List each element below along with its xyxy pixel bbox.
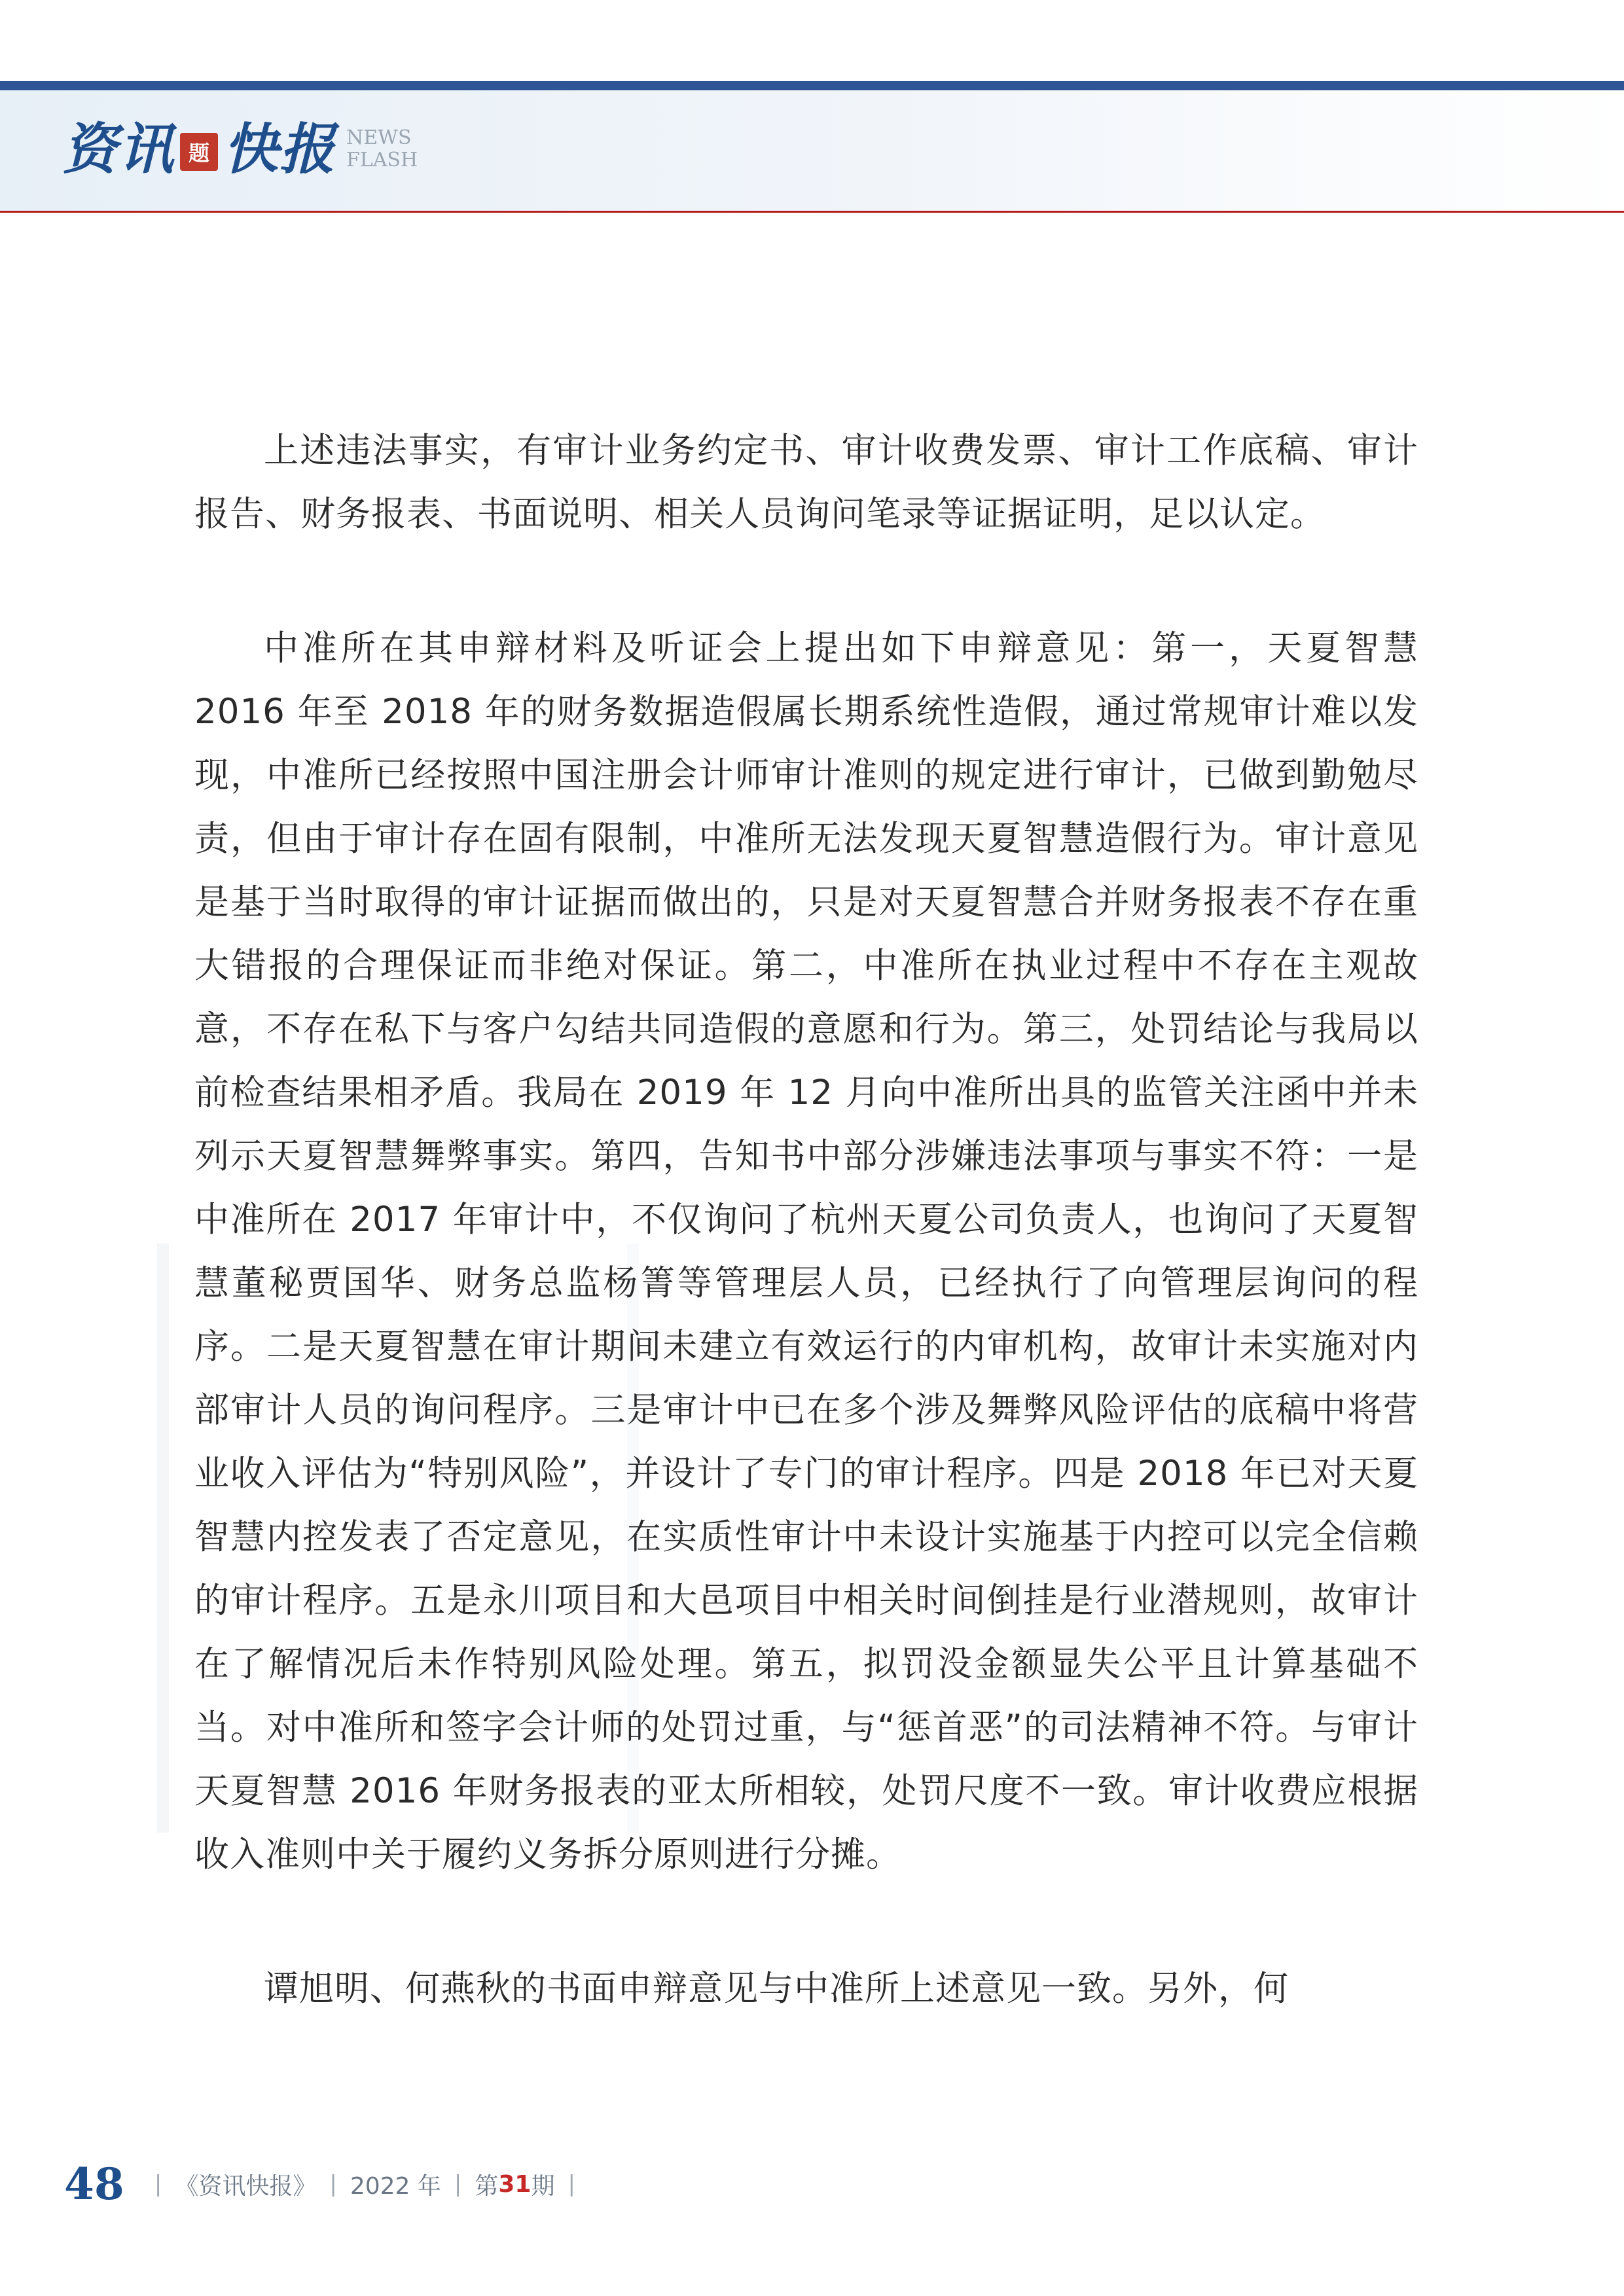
paragraph: 中准所在其申辩材料及听证会上提出如下申辩意见：第一，天夏智慧 2016 年至 2018 年的财务数据造假属长期系统性造假，通过常规审计难以发现，中准所已经按照中国注册会计师审计准则的规定进行审计，已做到勤勉尽责，但由于审计存在固有限制，中准所无法发现天夏智慧造假行为。审计意见是基于当时取得的审计证据而做出的，只是对天夏智慧合并财务报表不存在重大错报的合理保证而非绝对保证。第二，中准所在执业过程中不存在主观故意，不存在私下与客户勾结共同造假的意愿和行为。第三，处罚结论与我局以前检查结果相矛盾。我局在 2019 年 12 月向中准所出具的监管关注函中并未列示天夏智慧舞弊事实。第四，告知书中部分涉嫌违法事项与事实不符：一是中准所在 2017 年审计中，不仅询问了杭州天夏公司负责人，也询问了天夏智慧董秘贾国华、财务总监杨箐等管理层人员，已经执行了向管理层询问的程序。二是天夏智慧在审计期间未建立有效运行的内审机构，故审计未实施对内部审计人员的询问程序。三是审计中已在多个涉及舞弊风险评估的底稿中将营业收入评估为“特别风险”，并设计了专门的审计程序。四是 2018 年已对天夏智慧内控发表了否定意见，在实质性审计中未设计实施基于内控可以完全信赖的审计程序。五是永川项目和大邑项目中相关时间倒挂是行业潜规则，故审计在了解情况后未作特别风险处理。第五，拟罚没金额显失公平且计算基础不当。对中准所和签字会计师的处罚过重，与“惩首恶”的司法精神不符。与审计天夏智慧 2016 年财务报表的亚太所相较，处罚尺度不一致。审计收费应根据收入准则中关于履约义务拆分原则进行分摊。 bbox=[194, 628, 1418, 1874]
footer-issue-suffix: 期 bbox=[531, 2172, 555, 2200]
footer-publication: 《资讯快报》 bbox=[175, 2172, 317, 2200]
header-top-rule bbox=[0, 81, 1624, 90]
article-body bbox=[194, 419, 1418, 2091]
masthead-flash-text: FLASH bbox=[346, 149, 418, 171]
footer-issue-prefix: 第 bbox=[475, 2172, 499, 2200]
footer-issue-number: 31 bbox=[498, 2170, 532, 2198]
page-footer bbox=[64, 2155, 588, 2214]
footer-year: 2022 年 bbox=[350, 2172, 441, 2200]
footer-divider: | bbox=[329, 2171, 337, 2197]
masthead-english bbox=[346, 127, 418, 171]
paragraph: 谭旭明、何燕秋的书面申辩意见与中准所上述意见一致。另外，何 bbox=[264, 1969, 1289, 2009]
footer-divider: | bbox=[154, 2171, 162, 2197]
masthead-seal-icon: 题 bbox=[180, 133, 218, 171]
masthead-right-text: 快报 bbox=[223, 117, 336, 181]
footer-divider: | bbox=[568, 2171, 575, 2197]
page-number: 48 bbox=[64, 2159, 124, 2210]
header-bottom-rule bbox=[0, 211, 1624, 213]
paragraph: 上述违法事实，有审计业务约定书、审计收费发票、审计工作底稿、审计报告、财务报表、书面说明、相关人员询问笔录等证据证明，足以认定。 bbox=[194, 431, 1418, 534]
masthead-logo bbox=[62, 110, 418, 188]
masthead-news-text: NEWS bbox=[346, 126, 412, 149]
footer-divider: | bbox=[454, 2171, 462, 2197]
masthead-left-text: 资讯 bbox=[62, 117, 175, 181]
